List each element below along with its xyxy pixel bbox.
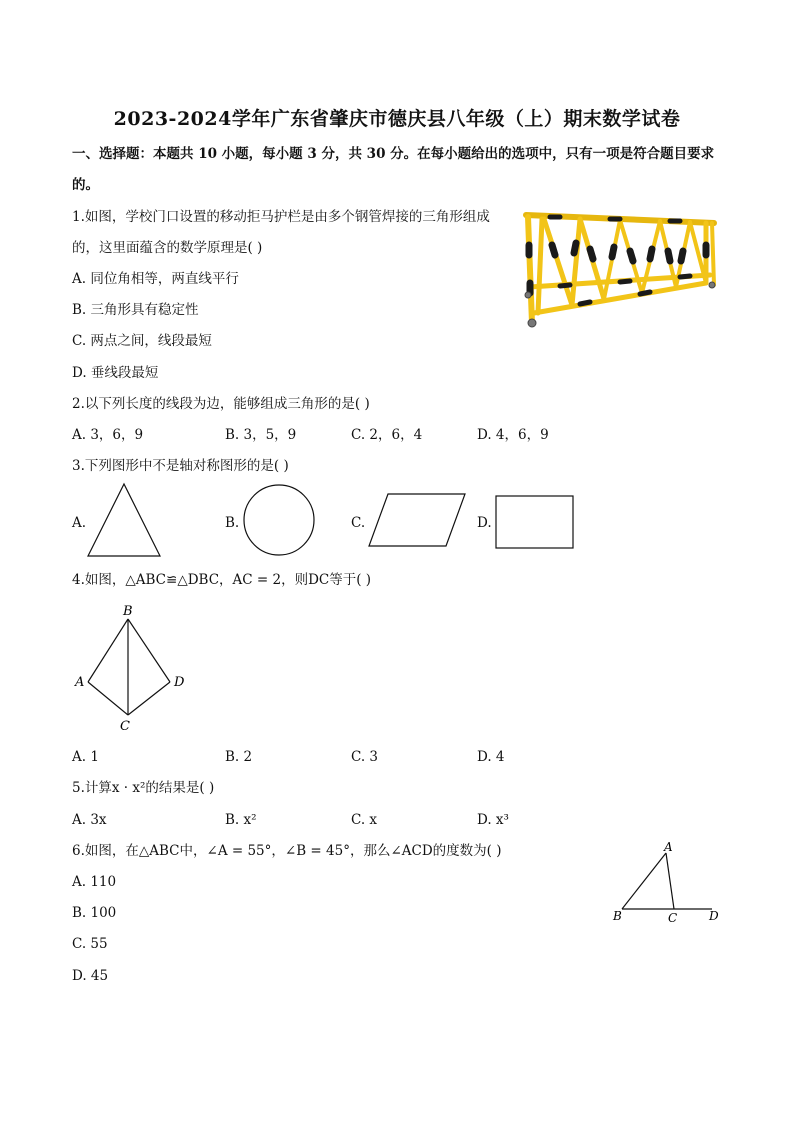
q3-stem: 3.下列图形中不是轴对称图形的是( ) (72, 458, 289, 474)
q4-point-d: D (174, 675, 185, 690)
q1-stem-cont: 的，这里面蕴含的数学原理是( ) (72, 240, 263, 256)
barrier-photo (520, 205, 720, 330)
q2-stem: 2.以下列长度的线段为边，能够组成三角形的是( ) (72, 396, 370, 412)
q1-option-a: A. 同位角相等，两直线平行 (72, 271, 239, 287)
q1-stem: 1.如图，学校门口设置的移动拒马护栏是由多个钢管焊接的三角形组成 (72, 209, 490, 225)
q4-point-a: A (75, 675, 85, 690)
q2-option-c: C. 2，6，4 (351, 427, 423, 443)
q6-stem: 6.如图，在△ABC中，∠A = 55°，∠B = 45°，那么∠ACD的度数为( ) (72, 843, 502, 859)
q6-option-d: D. 45 (72, 968, 109, 984)
q3-label-b: B. (225, 515, 240, 531)
q4-option-b: B. 2 (225, 749, 253, 765)
q1-option-c: C. 两点之间，线段最短 (72, 333, 212, 349)
q1-option-d: D. 垂线段最短 (72, 365, 159, 381)
q5-option-a: A. 3x (72, 812, 107, 828)
q5-option-b: B. x² (225, 812, 257, 828)
q6-point-a: A (664, 840, 673, 854)
q3-label-d: D. (477, 515, 492, 531)
parallelogram-shape (368, 492, 468, 548)
q4-point-b: B (123, 604, 133, 619)
page-title: 2023-2024学年广东省肇庆市德庆县八年级（上）期末数学试卷 (113, 108, 681, 130)
q4-option-c: C. 3 (351, 749, 379, 765)
q5-option-d: D. x³ (477, 812, 509, 828)
q5-stem: 5.计算x · x²的结果是( ) (72, 780, 215, 796)
circle-shape (242, 484, 318, 560)
q6-point-b: B (613, 909, 622, 923)
section-heading: 一、选择题：本题共 10 小题，每小题 3 分，共 30 分。在每小题给出的选项中，只有一项是符合题目要求 (72, 146, 715, 162)
q6-option-c: C. 55 (72, 936, 108, 952)
q3-label-c: C. (351, 515, 366, 531)
section-heading-cont: 的。 (72, 177, 99, 193)
q2-option-d: D. 4，6，9 (477, 427, 549, 443)
q6-point-d: D (709, 909, 719, 923)
q4-option-d: D. 4 (477, 749, 505, 765)
q1-option-b: B. 三角形具有稳定性 (72, 302, 199, 318)
q6-triangle-figure (610, 838, 728, 930)
q4-point-c: C (120, 719, 130, 734)
q2-option-b: B. 3，5，9 (225, 427, 297, 443)
triangle-shape (86, 482, 162, 558)
q3-label-a: A. (72, 515, 87, 531)
rectangle-shape (494, 494, 576, 550)
q6-option-a: A. 110 (72, 874, 117, 890)
q2-option-a: A. 3，6，9 (72, 427, 144, 443)
q4-option-a: A. 1 (72, 749, 99, 765)
q6-option-b: B. 100 (72, 905, 117, 921)
q4-stem: 4.如图，△ABC≌△DBC，AC = 2，则DC等于( ) (72, 572, 372, 588)
q6-point-c: C (668, 911, 678, 925)
q5-option-c: C. x (351, 812, 378, 828)
q4-kite-figure (72, 600, 192, 735)
